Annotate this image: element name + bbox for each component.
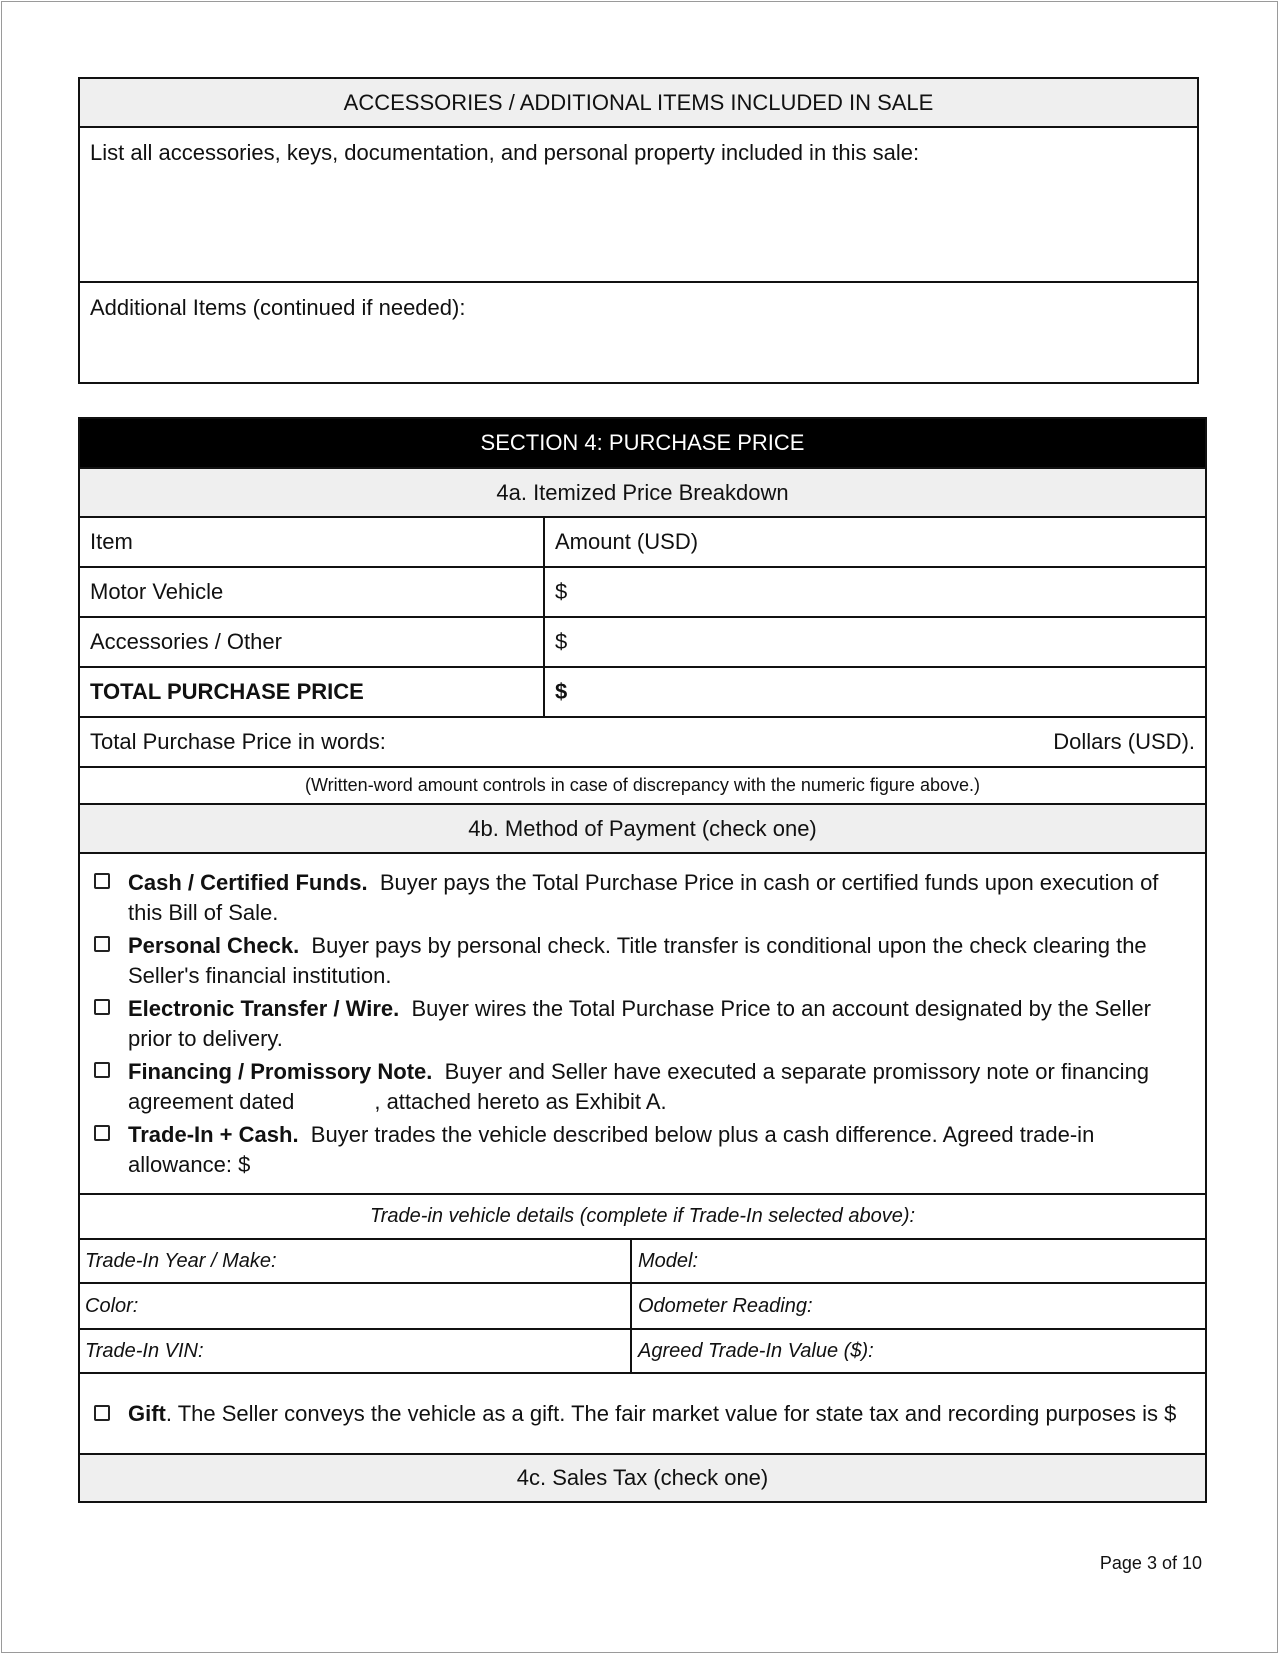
tradein-color-field[interactable]: Color: (79, 1283, 631, 1329)
tradein-model-field[interactable]: Model: (631, 1239, 1206, 1283)
financing-checkbox[interactable] (94, 1062, 110, 1078)
accessories-amount-field[interactable]: $ (544, 617, 1206, 667)
payment-option-wire (90, 994, 1195, 1054)
tradein-vin-field[interactable]: Trade-In VIN: (79, 1329, 631, 1373)
option-text: Buyer and Seller have executed a separate promissory note or financing agreement dated (128, 1058, 1150, 1114)
tradein-details-header: Trade-in vehicle details (complete if Trade-In selected above): (79, 1194, 1206, 1239)
price-in-words-field[interactable] (79, 717, 1206, 767)
payment-option-cash (90, 868, 1195, 928)
price-in-words-suffix: Dollars (USD). (1053, 729, 1196, 754)
option-lead: Trade-In + Cash. (128, 1121, 299, 1147)
additional-items-field[interactable]: Additional Items (continued if needed): (79, 282, 1198, 383)
payment-option-check (90, 931, 1195, 991)
option-lead: Cash / Certified Funds. (128, 869, 368, 895)
page-number: Page 3 of 10 (1099, 1553, 1202, 1573)
payment-options (79, 853, 1206, 1194)
row-motor-vehicle-label: Motor Vehicle (79, 567, 544, 617)
option-lead: Electronic Transfer / Wire. (128, 995, 400, 1021)
motor-vehicle-amount-field[interactable]: $ (544, 567, 1206, 617)
option-text: Buyer wires the Total Purchase Price to an account designated by the Seller prior to delivery. (128, 995, 1151, 1051)
accessories-header: ACCESSORIES / ADDITIONAL ITEMS INCLUDED IN SALE (79, 78, 1198, 127)
option-text: Buyer trades the vehicle described below plus a cash difference. Agreed trade-in allowance: $ (128, 1121, 1095, 1177)
accessories-list-field[interactable]: List all accessories, keys, documentation, and personal property included in this sale: (79, 127, 1198, 282)
option-text: Buyer pays the Total Purchase Price in cash or certified funds upon execution of this Bill of Sale. (128, 869, 1159, 925)
tradein-value-field[interactable]: Agreed Trade-In Value ($): (631, 1329, 1206, 1373)
gift-checkbox[interactable] (94, 1405, 110, 1421)
payment-option-gift (90, 1401, 1195, 1427)
itemized-breakdown-header: 4a. Itemized Price Breakdown (79, 468, 1206, 517)
option-lead: Gift (128, 1400, 166, 1426)
wire-checkbox[interactable] (94, 999, 110, 1015)
price-in-words-label: Total Purchase Price in words: (90, 729, 386, 754)
payment-option-tradein (90, 1120, 1195, 1180)
personal-check-checkbox[interactable] (94, 936, 110, 952)
row-total-label: TOTAL PURCHASE PRICE (79, 667, 544, 717)
option-lead: Personal Check. (128, 932, 300, 958)
total-amount-field[interactable]: $ (544, 667, 1206, 717)
option-lead: Financing / Promissory Note. (128, 1058, 433, 1084)
row-accessories-label: Accessories / Other (79, 617, 544, 667)
section-4-title: SECTION 4: PURCHASE PRICE (79, 418, 1206, 468)
gift-option-cell (79, 1373, 1206, 1454)
option-text: . The Seller conveys the vehicle as a gift. The fair market value for state tax and recording purposes is $ (165, 1400, 1177, 1426)
cash-checkbox[interactable] (94, 873, 110, 889)
col-header-amount: Amount (USD) (544, 517, 1206, 567)
sales-tax-header: 4c. Sales Tax (check one) (79, 1454, 1206, 1502)
words-control-note: (Written-word amount controls in case of discrepancy with the numeric figure above.) (79, 767, 1206, 804)
col-header-item: Item (79, 517, 544, 567)
payment-option-financing (90, 1057, 1195, 1117)
tradein-year-make-field[interactable]: Trade-In Year / Make: (79, 1239, 631, 1283)
option-text-after: , attached hereto as Exhibit A. (374, 1088, 667, 1114)
tradein-checkbox[interactable] (94, 1125, 110, 1141)
accessories-table (78, 77, 1199, 384)
purchase-price-table (78, 417, 1207, 1503)
payment-method-header: 4b. Method of Payment (check one) (79, 804, 1206, 853)
tradein-odometer-field[interactable]: Odometer Reading: (631, 1283, 1206, 1329)
option-text: Buyer pays by personal check. Title transfer is conditional upon the check clearing the Seller's financial institution. (128, 932, 1147, 988)
